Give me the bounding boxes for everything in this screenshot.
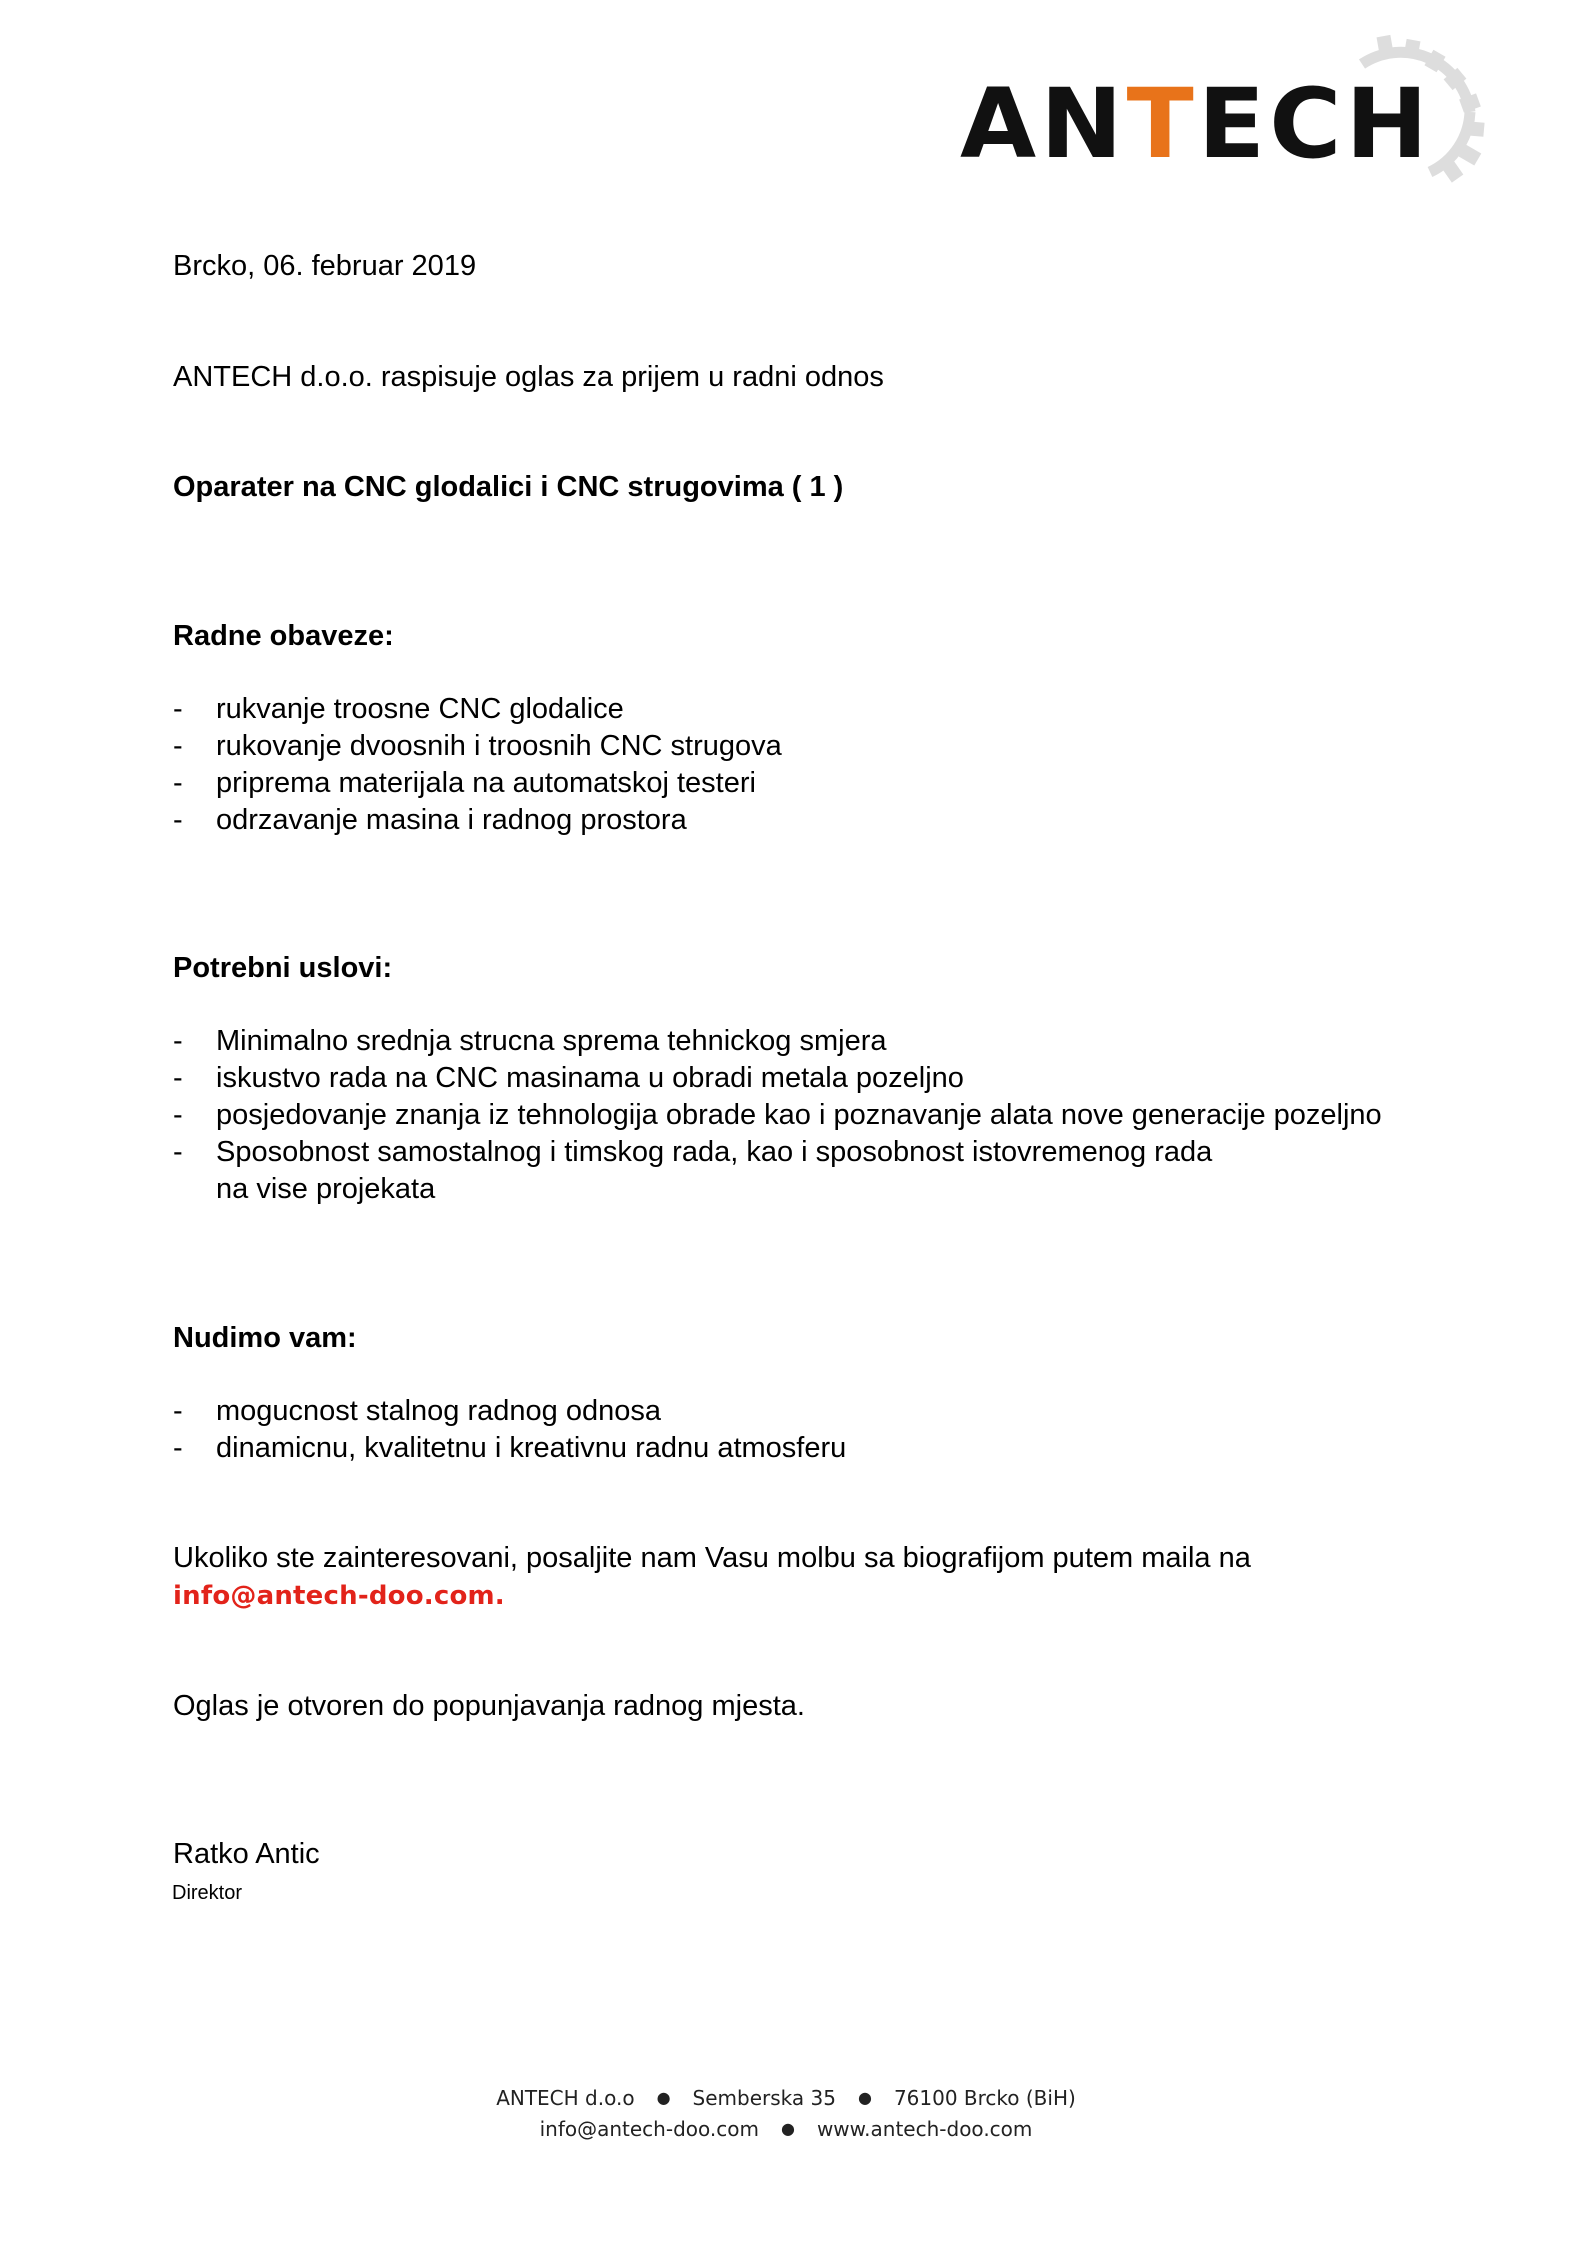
list-dash: - xyxy=(173,767,183,799)
list-item xyxy=(173,691,782,728)
list-item xyxy=(173,728,782,765)
footer-address-line xyxy=(0,2083,1572,2113)
footer-company: ANTECH d.o.o xyxy=(496,2086,635,2110)
list-dash: - xyxy=(173,804,183,836)
place-date: Brcko, 06. februar 2019 xyxy=(173,250,477,282)
list-item xyxy=(173,1134,1382,1171)
company-logo xyxy=(960,34,1530,184)
offer-heading: Nudimo vam: xyxy=(173,1322,357,1354)
offer-list xyxy=(173,1393,846,1467)
footer-separator: ● xyxy=(780,2119,795,2138)
list-item xyxy=(173,1023,1382,1060)
apply-email-link[interactable]: info@antech-doo.com. xyxy=(173,1581,505,1611)
offer-text: dinamicnu, kvalitetnu i kreativnu radnu atmosferu xyxy=(216,1432,847,1464)
list-dash: - xyxy=(173,1395,183,1427)
footer-street: Semberska 35 xyxy=(692,2086,836,2110)
apply-text: Ukoliko ste zainteresovani, posaljite nam Vasu molbu sa biografijom putem maila na xyxy=(173,1542,1251,1574)
requirements-heading: Potrebni uslovi: xyxy=(173,952,393,984)
requirement-text: posjedovanje znanja iz tehnologija obrade kao i poznavanje alata nove generacije pozeljno xyxy=(216,1099,1382,1131)
list-item xyxy=(173,1430,846,1467)
footer-separator: ● xyxy=(857,2088,872,2107)
footer-contact-line xyxy=(0,2114,1572,2144)
duty-text: rukovanje dvoosnih i troosnih CNC strugova xyxy=(216,730,782,762)
requirement-text: Sposobnost samostalnog i timskog rada, kao i sposobnost istovremenog rada xyxy=(216,1136,1213,1168)
antech-logo-graphic xyxy=(960,34,1530,184)
list-dash: - xyxy=(173,693,183,725)
closing-text: Oglas je otvoren do popunjavanja radnog mjesta. xyxy=(173,1690,805,1722)
footer-separator: ● xyxy=(656,2088,671,2107)
list-dash: - xyxy=(173,730,183,762)
duties-heading: Radne obaveze: xyxy=(173,620,394,652)
svg-text:ANTECH xyxy=(960,68,1432,180)
signature-title: Direktor xyxy=(172,1882,243,1904)
list-dash: - xyxy=(173,1099,183,1131)
requirement-text: iskustvo rada na CNC masinama u obradi metala pozeljno xyxy=(216,1062,964,1094)
list-item xyxy=(173,1060,1382,1097)
intro-text: ANTECH d.o.o. raspisuje oglas za prijem u radni odnos xyxy=(173,361,884,393)
list-item-continuation xyxy=(173,1171,1382,1208)
logo-text-accent: T xyxy=(1126,68,1197,180)
list-item xyxy=(173,1097,1382,1134)
signature-name: Ratko Antic xyxy=(173,1838,320,1870)
duty-text: odrzavanje masina i radnog prostora xyxy=(216,804,687,836)
footer-website-link[interactable]: www.antech-doo.com xyxy=(816,2117,1033,2141)
list-dash: - xyxy=(173,1062,183,1094)
duty-text: priprema materijala na automatskoj testeri xyxy=(216,767,756,799)
logo-text-left: AN xyxy=(960,68,1123,180)
list-item xyxy=(173,1393,846,1430)
logo-text-right: ECH xyxy=(1197,68,1427,180)
duties-list xyxy=(173,691,782,839)
footer-email-link[interactable]: info@antech-doo.com xyxy=(539,2117,759,2141)
requirement-continuation: na vise projekata xyxy=(216,1173,436,1205)
requirement-text: Minimalno srednja strucna sprema tehnickog smjera xyxy=(216,1025,887,1057)
position-title: Oparater na CNC glodalici i CNC strugovima ( 1 ) xyxy=(173,471,844,503)
offer-text: mogucnost stalnog radnog odnosa xyxy=(216,1395,661,1427)
list-item xyxy=(173,765,782,802)
duty-text: rukvanje troosne CNC glodalice xyxy=(216,693,624,725)
list-dash: - xyxy=(173,1432,183,1464)
list-item xyxy=(173,802,782,839)
footer-city: 76100 Brcko (BiH) xyxy=(893,2086,1076,2110)
requirements-list xyxy=(173,1023,1382,1208)
list-dash: - xyxy=(173,1025,183,1057)
list-dash: - xyxy=(173,1136,183,1168)
